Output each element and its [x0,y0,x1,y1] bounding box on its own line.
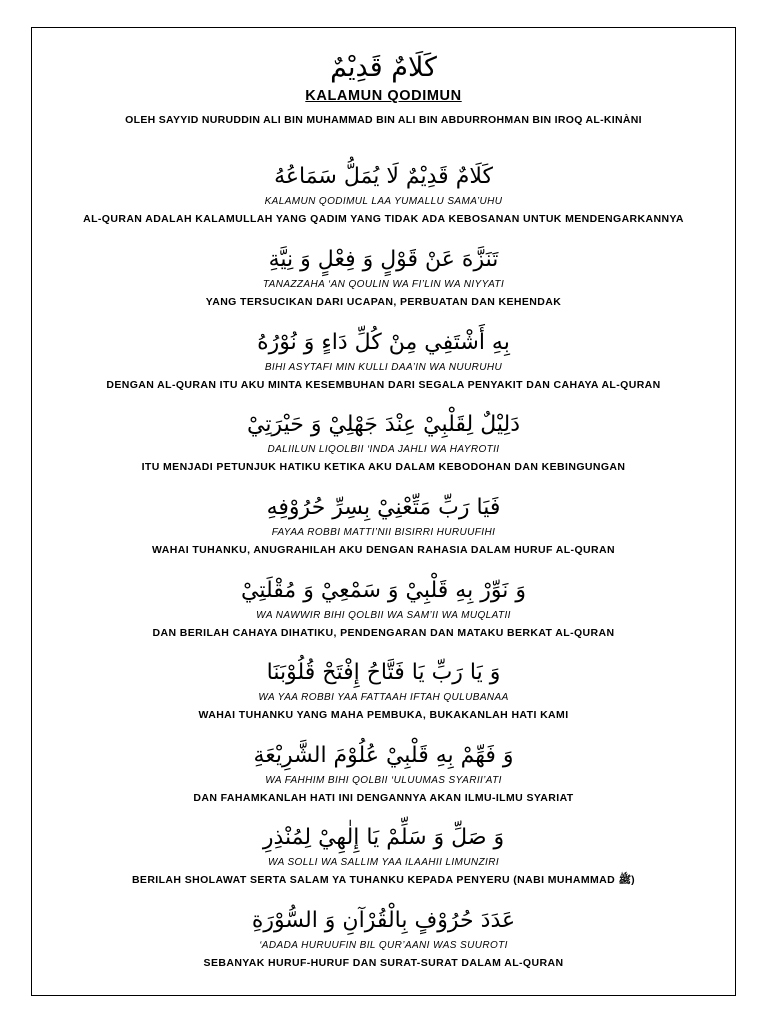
verse-transliteration: WA SOLLI WA SALLIM YAA ILAAHII LIMUNZIRI [267,857,500,868]
verse-translation: AL-QURAN ADALAH KALAMULLAH YANG QADIM YANG TIDAK ADA KEBOSANAN UNTUK MENDENGARKANNYA [83,213,684,225]
verse-3 [31,326,736,391]
verse-9 [31,821,736,889]
verse-transliteration: TANAZZAHA ‘AN QOULIN WA FI’LIN WA NIYYATI [262,279,505,290]
verse-arabic: فَيَا رَبِّ مَتِّعْنِيْ بِسِرِّ حُرُوْفِهِ [266,495,501,520]
verse-translation: DENGAN AL-QURAN ITU AKU MINTA KESEMBUHAN DARI SEGALA PENYAKIT DAN CAHAYA AL-QURAN [106,379,661,391]
verse-10 [31,904,736,969]
verse-transliteration: WA FAHHIM BIHI QOLBII ‘ULUUMAS SYARII’ATI [265,775,502,786]
verse-arabic: وَ فَهِّمْ بِهِ قَلْبِيْ عُلُوْمَ الشَّرِيْعَةِ [253,743,514,768]
verse-arabic: وَ نَوِّرْ بِهِ قَلْبِيْ وَ سَمْعِيْ وَ مُقْلَتِيْ [241,578,526,603]
verse-arabic: كَلَامٌ قَدِيْمٌ لَا يُمَلُّ سَمَاعُهُ [274,164,493,189]
verse-1 [31,160,736,225]
verse-translation: WAHAI TUHANKU YANG MAHA PEMBUKA, BUKAKANLAH HATI KAMI [198,709,569,721]
verse-arabic: وَ يَا رَبِّ يَا فَتَّاحُ إِفْتَحْ قُلُوْبَنَا [266,660,501,685]
verse-arabic: وَ صَلِّ وَ سَلِّمْ يَا إِلٰهِيْ لِمُنْذِرِ [262,825,505,850]
verse-4 [31,408,736,473]
verse-5 [31,491,736,556]
verse-transliteration: WA YAA ROBBI YAA FATTAAH IFTAH QULUBANAA [258,692,509,703]
document-title: KALAMUN QODIMUN [305,88,462,104]
verse-translation: YANG TERSUCIKAN DARI UCAPAN, PERBUATAN DAN KEHENDAK [205,296,562,308]
verse-transliteration: WA NAWWIR BIHI QOLBII WA SAM’II WA MUQLATII [256,610,511,621]
verse-translation: ITU MENJADI PETUNJUK HATIKU KETIKA AKU DALAM KEBODOHAN DAN KEBINGUNGAN [141,461,626,473]
author-line: OLEH SAYYID NURUDDIN ALI BIN MUHAMMAD BIN ALI BIN ABDURROHMAN BIN IROQ AL-KINÀNI [125,114,642,126]
verse-translation: DAN FAHAMKANLAH HATI INI DENGANNYA AKAN ILMU-ILMU SYARIAT [193,792,574,804]
verse-translation: BERILAH SHOLAWAT SERTA SALAM YA TUHANKU KEPADA PENYERU (NABI MUHAMMAD ﷺ) [131,874,636,886]
verse-arabic: بِهِ أَشْتَفِي مِنْ كُلِّ دَاءٍ وَ نُوْرُهُ [257,330,510,355]
verse-translation: WAHAI TUHANKU, ANUGRAHILAH AKU DENGAN RAHASIA DALAM HURUF AL-QURAN [152,544,615,556]
verse-transliteration: FAYAA ROBBI MATTI’NII BISIRRI HURUUFIHI [271,527,496,538]
verse-8 [31,739,736,804]
verse-transliteration: KALAMUN QODIMUL LAA YUMALLU SAMA’UHU [264,196,503,207]
verse-7 [31,656,736,721]
verse-translation: SEBANYAK HURUF-HURUF DAN SURAT-SURAT DALAM AL-QURAN [203,957,564,969]
verse-2 [31,243,736,308]
verse-transliteration: BIHI ASYTAFI MIN KULLI DAA’IN WA NUURUHU [264,362,503,373]
verse-arabic: تَنَزَّهَ عَنْ قَوْلٍ وَ فِعْلٍ وَ نِيَّةِ [268,247,499,272]
verse-transliteration: ‘ADADA HURUUFIN BIL QUR’AANI WAS SUUROTI [259,940,508,951]
verse-transliteration: DALIILUN LIQOLBII ‘INDA JAHLI WA HAYROTII [267,444,500,455]
verse-arabic: دَلِيْلٌ لِقَلْبِيْ عِنْدَ جَهْلِيْ وَ حَيْرَتِيْ [247,412,520,437]
verse-arabic: عَدَدَ حُرُوْفٍ بِالْقُرْآنِ وَ السُّوْرَةِ [251,908,516,933]
verse-6 [31,574,736,639]
arabic-title: كَلَامٌ قَدِيْمٌ [330,52,437,83]
verse-translation: DAN BERILAH CAHAYA DIHATIKU, PENDENGARAN DAN MATAKU BERKAT AL-QURAN [152,627,615,639]
